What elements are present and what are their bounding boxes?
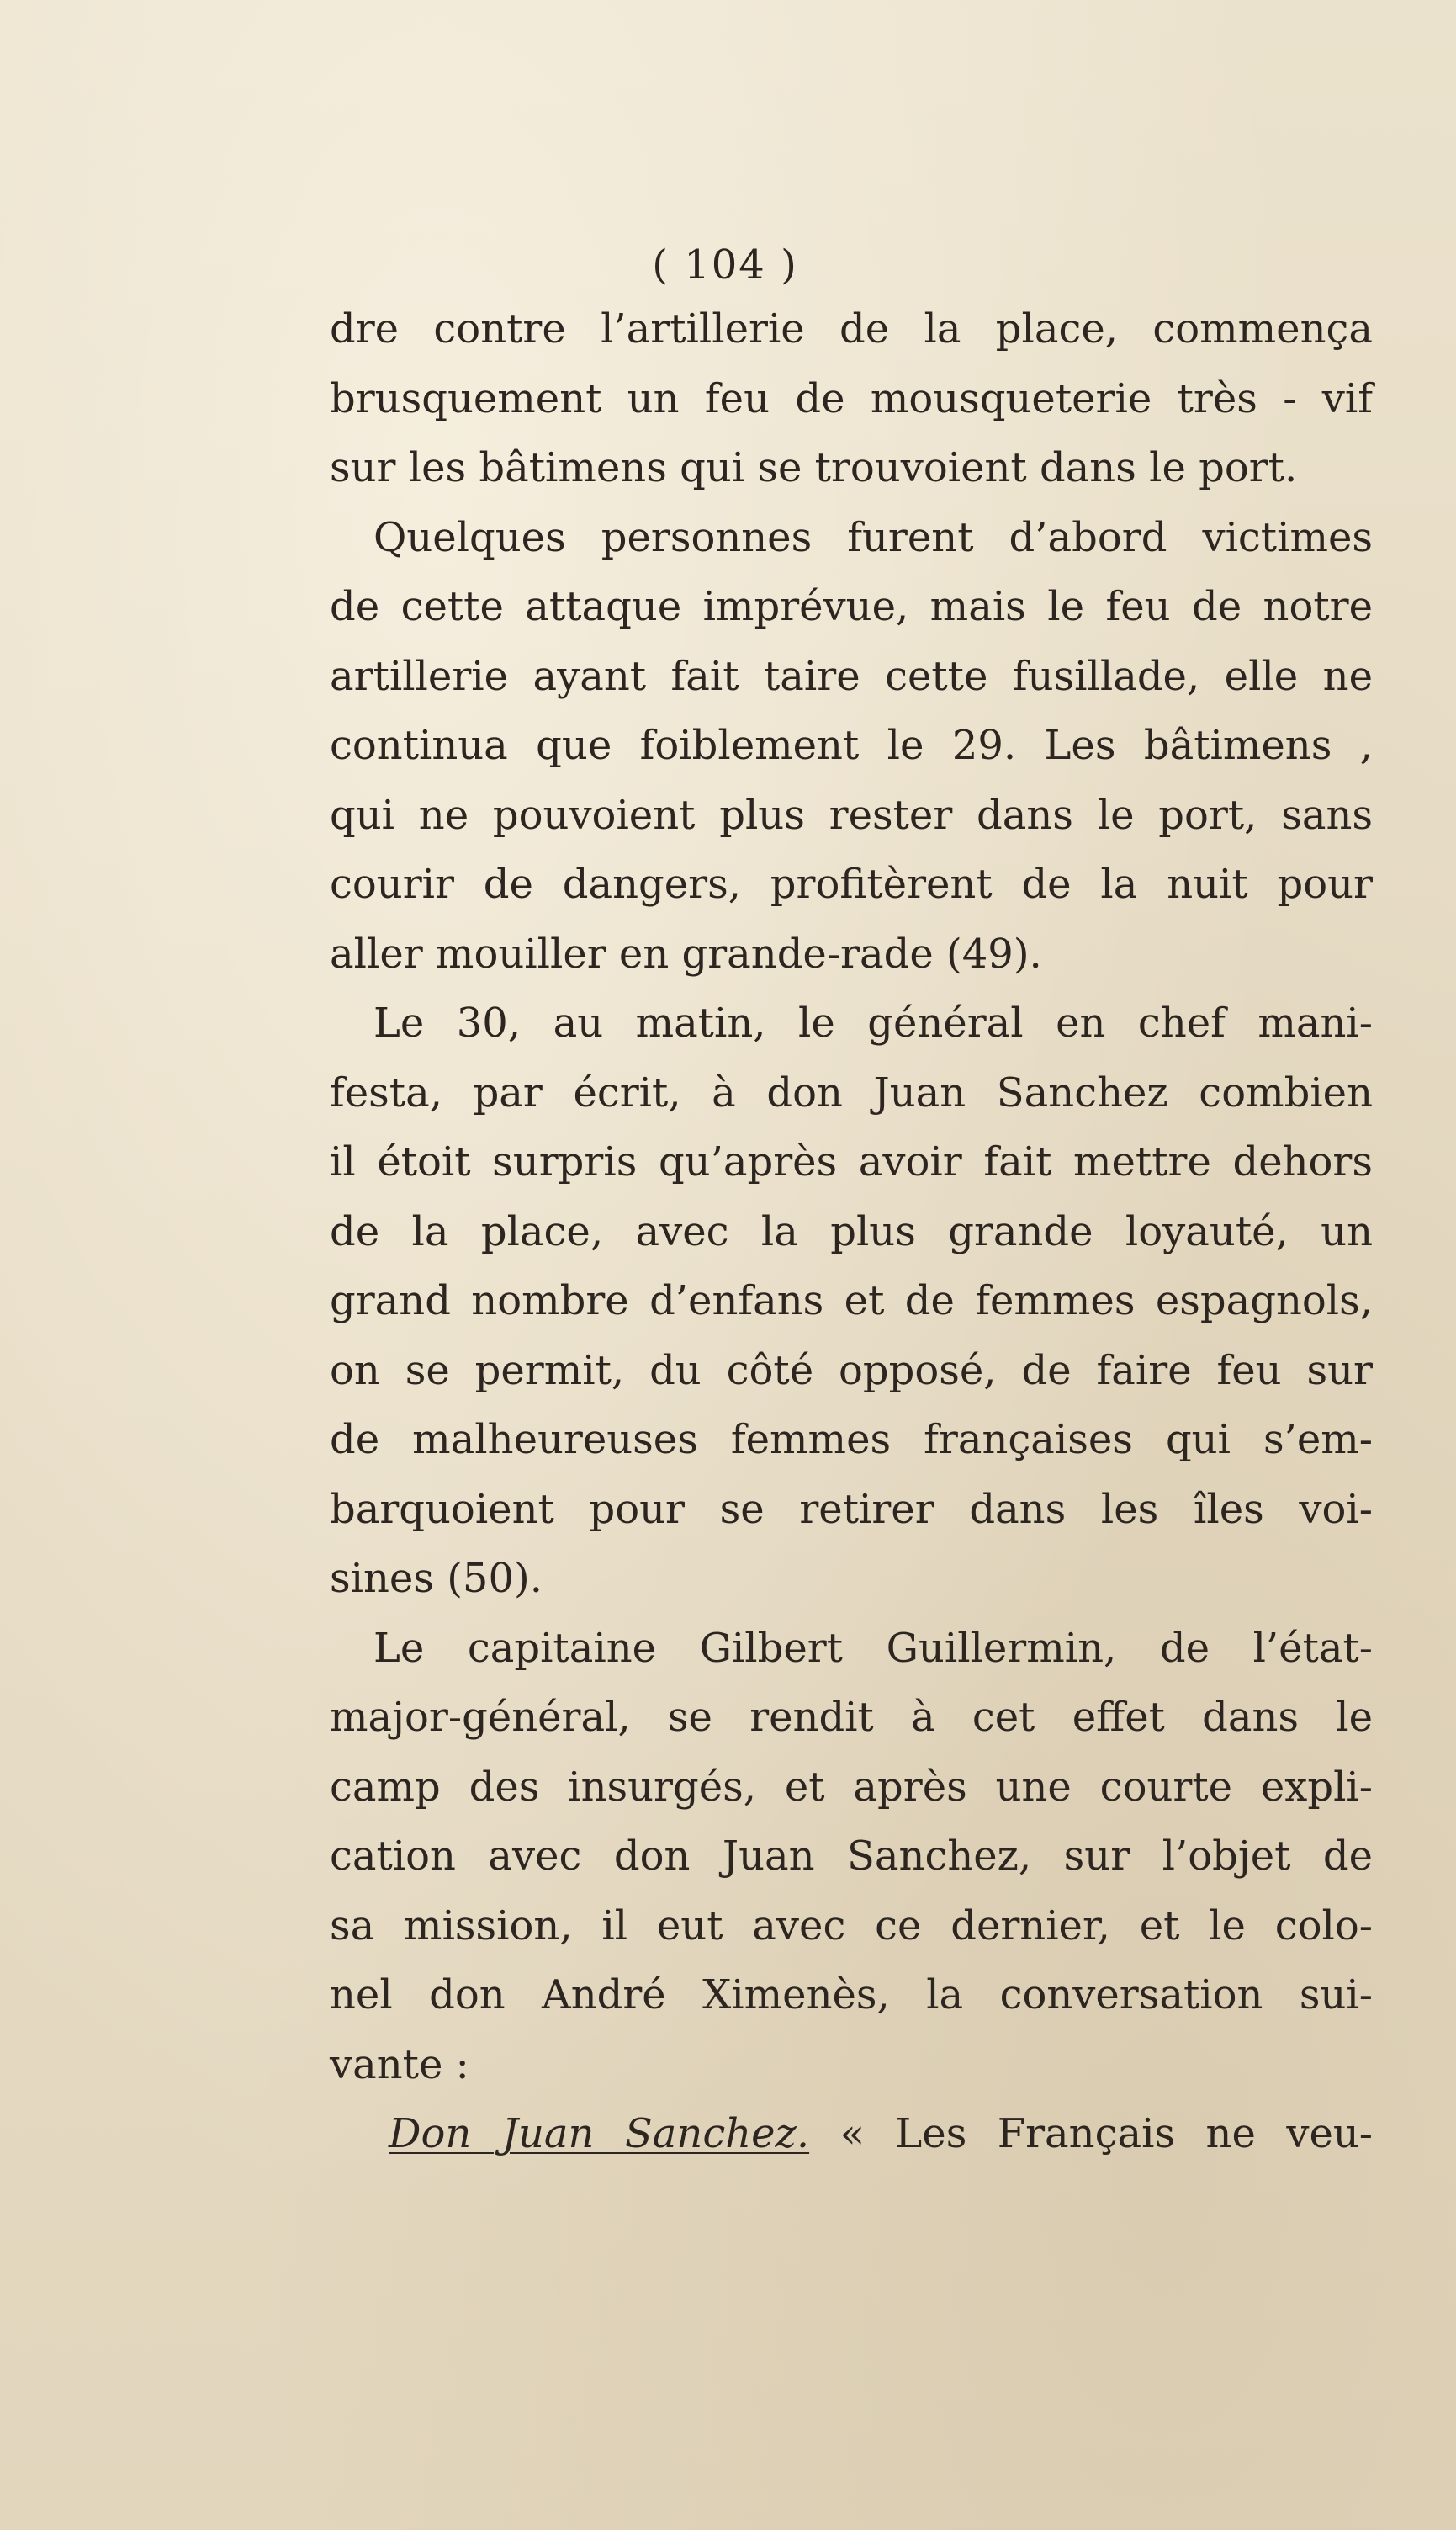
text-line: de cette attaque imprévue, mais le feu de notre [330, 583, 1373, 630]
text-line: on se permit, du côté opposé, de faire feu sur [330, 1346, 1373, 1394]
text-line: Le 30, au matin, le général en chef mani- [373, 1000, 1373, 1047]
text-line: sa mission, il eut avec ce dernier, et le colo- [330, 1901, 1373, 1949]
text-line: il étoit surpris qu’après avoir fait mettre dehors [330, 1138, 1373, 1185]
text-line: de malheureuses femmes françaises qui s’em- [330, 1416, 1373, 1463]
text-line: qui ne pouvoient plus rester dans le port, sans [330, 791, 1373, 839]
text-line: de la place, avec la plus grande loyauté, un [330, 1207, 1373, 1255]
text-line: nel don André Ximenès, la conversation sui- [330, 1971, 1373, 2018]
text-line: sines (50). [330, 1555, 543, 1602]
text-line: camp des insurgés, et après une courte expli- [330, 1763, 1373, 1811]
text-line: major-général, se rendit à cet effet dans le [330, 1694, 1373, 1741]
dialogue-speaker: Don Juan Sanchez. [389, 2110, 810, 2157]
dialogue-line [330, 2099, 1373, 2169]
text-line: Quelques personnes furent d’abord victimes [373, 513, 1373, 561]
text-line: brusquement un feu de mousqueterie très - vif [330, 374, 1373, 422]
text-line: cation avec don Juan Sanchez, sur l’objet de [330, 1833, 1373, 1880]
text-line: dre contre l’artillerie de la place, commença [330, 305, 1373, 353]
text-line: grand nombre d’enfans et de femmes espagnols, [330, 1277, 1373, 1324]
text-line: aller mouiller en grande-rade (49). [330, 930, 1042, 978]
text-line: vante : [330, 2040, 469, 2088]
text-line: artillerie ayant fait taire cette fusillade, elle ne [330, 652, 1373, 700]
page-text [330, 236, 1373, 2169]
text-line: Le capitaine Gilbert Guillermin, de l’état- [373, 1624, 1373, 1672]
text-line: sur les bâtimens qui se trouvoient dans le port. [330, 444, 1298, 491]
text-line: festa, par écrit, à don Juan Sanchez combien [330, 1069, 1373, 1116]
text-line: courir de dangers, profitèrent de la nuit pour [330, 861, 1373, 908]
paragraph-lines [330, 294, 1373, 2099]
dialogue-text: « Les Français ne veu- [839, 2110, 1373, 2157]
page-number: ( 104 ) [652, 241, 798, 289]
text-line: barquoient pour se retirer dans les îles voi- [330, 1485, 1373, 1533]
text-line: continua que foiblement le 29. Les bâtimens , [330, 722, 1373, 769]
